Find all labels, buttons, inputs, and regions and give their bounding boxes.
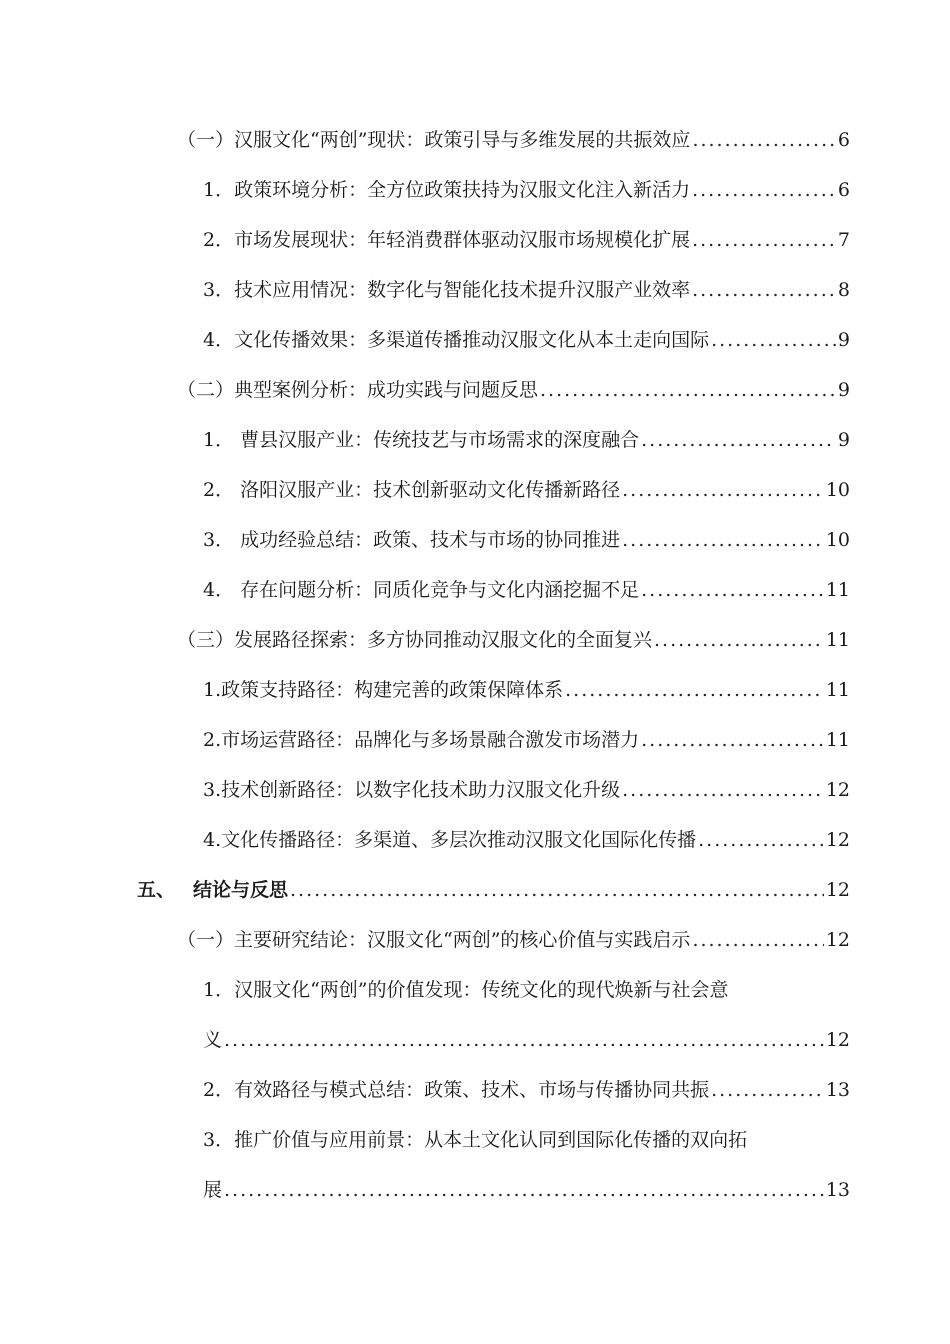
- toc-entry[interactable]: [0, 915, 950, 965]
- toc-leader: [641, 415, 836, 465]
- toc-page-number: 13: [825, 1079, 850, 1101]
- toc-page-number: 7: [837, 229, 850, 251]
- toc-entry-wrapped-line[interactable]: [0, 965, 950, 1015]
- toc-entry-title: 3.技术创新路径：以数字化技术助力汉服文化升级: [203, 779, 621, 801]
- toc-entry[interactable]: [0, 115, 950, 165]
- toc-entry-title: 1.政策支持路径：构建完善的政策保障体系: [203, 679, 564, 701]
- toc-page-number: 12: [825, 1029, 850, 1051]
- toc-page-number: 9: [837, 329, 850, 351]
- toc-entry-wrapped-line[interactable]: [0, 1115, 950, 1165]
- toc-leader: [698, 815, 824, 865]
- toc-leader: [692, 215, 836, 265]
- toc-entry-title: 4．文化传播效果：多渠道传播推动汉服文化从本土走向国际: [203, 329, 710, 351]
- toc-page-number: 11: [825, 729, 850, 751]
- toc-leader: [622, 765, 824, 815]
- toc-entry-title: 3．技术应用情况：数字化与智能化技术提升汉服产业效率: [203, 279, 691, 301]
- toc-leader: [622, 515, 824, 565]
- toc-leader: [711, 315, 836, 365]
- toc-page-number: 6: [837, 179, 850, 201]
- toc-entry[interactable]: [0, 565, 950, 615]
- toc-entry[interactable]: [0, 315, 950, 365]
- toc-page-number: 12: [825, 779, 850, 801]
- toc-entry-title-continued: 义: [203, 1029, 223, 1051]
- toc-entry-title: 1．汉服文化“两创”的价值发现：传统文化的现代焕新与社会意: [203, 979, 729, 1001]
- toc-entry-continuation[interactable]: [0, 1015, 950, 1065]
- toc-page-number: 12: [825, 929, 850, 951]
- toc-leader: [692, 265, 836, 315]
- toc-entry[interactable]: [0, 365, 950, 415]
- toc-leader: [692, 165, 836, 215]
- toc-entry-title: 3． 成功经验总结：政策、技术与市场的协同推进: [203, 529, 621, 551]
- toc-entry[interactable]: [0, 465, 950, 515]
- toc-leader: [711, 1065, 824, 1115]
- toc-page-number: 13: [825, 1179, 850, 1201]
- toc-page-number: 12: [825, 829, 850, 851]
- toc-entry[interactable]: [0, 765, 950, 815]
- toc-entry-title: 2．有效路径与模式总结：政策、技术、市场与传播协同共振: [203, 1079, 710, 1101]
- toc-entry-title: 2．市场发展现状：年轻消费群体驱动汉服市场规模化扩展: [203, 229, 691, 251]
- toc-leader: [224, 1015, 824, 1065]
- toc-page-number: 8: [837, 279, 850, 301]
- toc-entry[interactable]: [0, 815, 950, 865]
- toc-page-number: 6: [837, 129, 850, 151]
- toc-page-number: 11: [825, 579, 850, 601]
- section-number: 五、: [137, 879, 176, 901]
- toc-entry[interactable]: [0, 715, 950, 765]
- toc-leader: [622, 465, 824, 515]
- toc-leader: [641, 715, 824, 765]
- toc-leader: [692, 915, 823, 965]
- toc-leader: [290, 865, 824, 915]
- toc-page-number: 10: [825, 479, 850, 501]
- toc-entry[interactable]: [0, 215, 950, 265]
- toc-page-number: 10: [825, 529, 850, 551]
- toc-leader: [692, 115, 835, 165]
- toc-page-number: 11: [825, 679, 850, 701]
- toc-entry[interactable]: [0, 665, 950, 715]
- toc-entry-title: 1．政策环境分析：全方位政策扶持为汉服文化注入新活力: [203, 179, 691, 201]
- toc-leader: [224, 1165, 824, 1215]
- toc-leader: [654, 615, 824, 665]
- toc-entry-title: 3．推广价值与应用前景：从本土文化认同到国际化传播的双向拓: [203, 1129, 748, 1151]
- toc-leader: [641, 565, 824, 615]
- toc-page-number: 9: [837, 379, 850, 401]
- toc-entry-title-continued: 展: [203, 1179, 223, 1201]
- toc-entry-title: （二）典型案例分析：成功实践与问题反思: [177, 379, 539, 401]
- toc-entry[interactable]: [0, 165, 950, 215]
- toc-entry[interactable]: [0, 1065, 950, 1115]
- toc-entry-title: 2.市场运营路径：品牌化与多场景融合激发市场潜力: [203, 729, 640, 751]
- toc-entry[interactable]: [0, 515, 950, 565]
- toc-entry[interactable]: [0, 265, 950, 315]
- toc-entry[interactable]: [0, 415, 950, 465]
- toc-leader: [540, 365, 836, 415]
- toc-leader: [565, 665, 824, 715]
- toc-entry-title: （三）发展路径探索：多方协同推动汉服文化的全面复兴: [177, 629, 653, 651]
- toc-entry-title: 2． 洛阳汉服产业：技术创新驱动文化传播新路径: [203, 479, 621, 501]
- toc-entry-title: （一）汉服文化“两创”现状：政策引导与多维发展的共振效应: [177, 129, 691, 151]
- toc-entry[interactable]: [0, 615, 950, 665]
- toc-section-heading[interactable]: [0, 865, 950, 915]
- toc-entry-title: 1． 曹县汉服产业：传统技艺与市场需求的深度融合: [203, 429, 640, 451]
- toc-entry-title: 4.文化传播路径：多渠道、多层次推动汉服文化国际化传播: [203, 829, 697, 851]
- toc-entry-continuation[interactable]: [0, 1165, 950, 1215]
- toc-page-number: 11: [825, 629, 850, 651]
- toc-entry-title: （一）主要研究结论：汉服文化“两创”的核心价值与实践启示: [177, 929, 691, 951]
- toc-page-number: 12: [825, 879, 850, 901]
- toc-page-number: 9: [837, 429, 850, 451]
- toc-entry-title: 4． 存在问题分析：同质化竞争与文化内涵挖掘不足: [203, 579, 640, 601]
- section-title: 结论与反思: [193, 879, 289, 901]
